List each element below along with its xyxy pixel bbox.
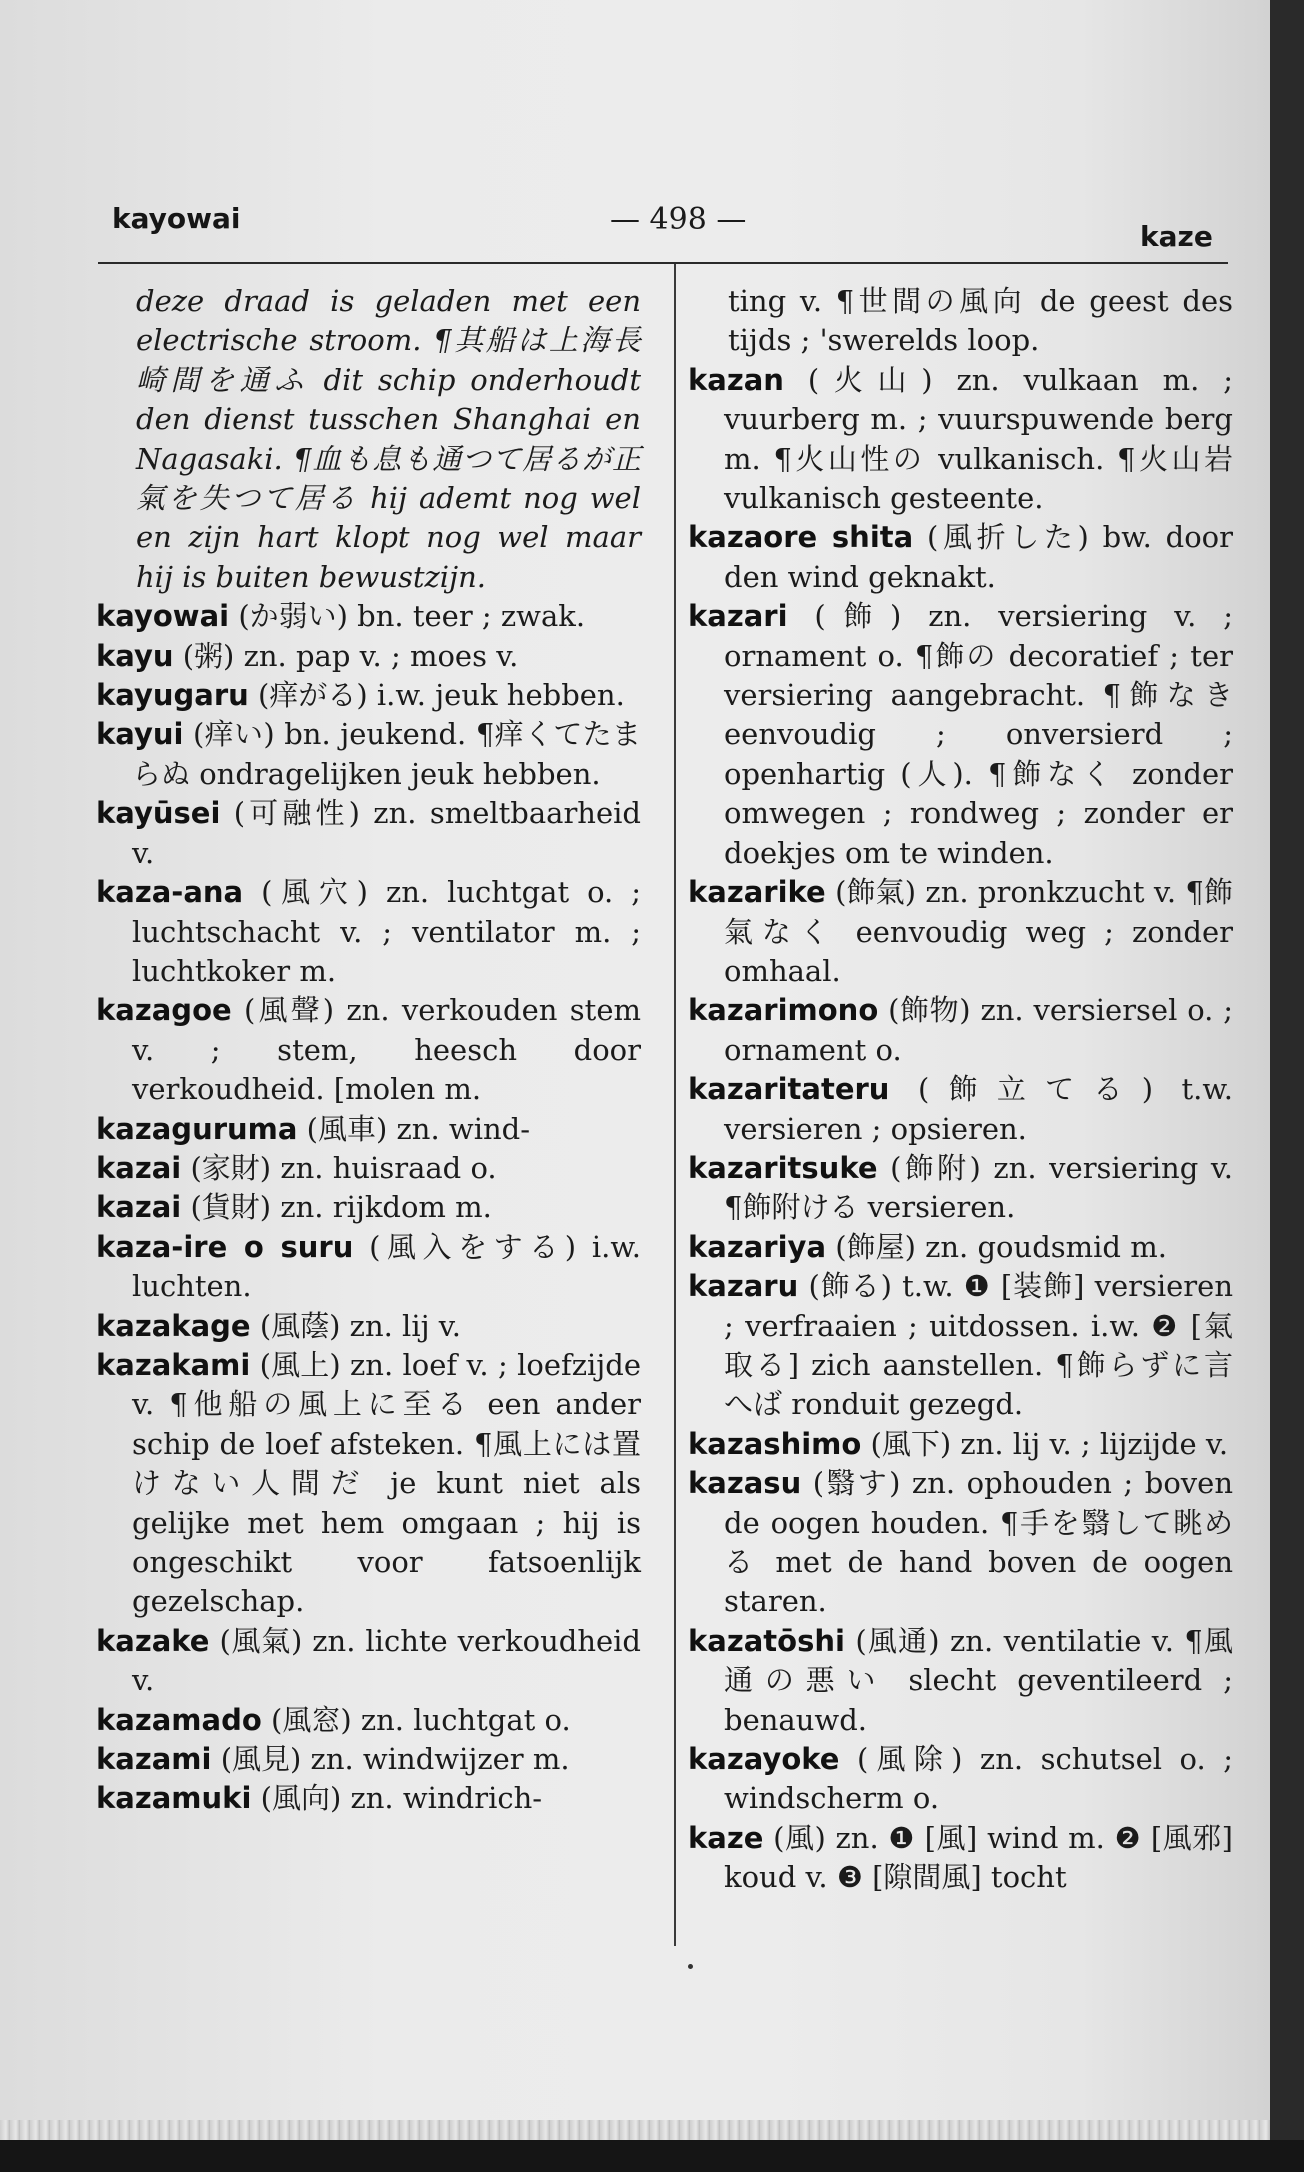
dictionary-entry <box>96 715 641 794</box>
entry-definition: (痒がる) i.w. jeuk hebben. <box>258 678 625 713</box>
entry-definition: (風) zn. ❶ [風] wind m. ❷ [風邪] koud v. ❸ [隙間風] tocht <box>724 1820 1233 1895</box>
entry-definition: (風聲) zn. verkouden stem v. ; stem, heesch door verkoudheid. [molen m. <box>132 993 641 1107</box>
dictionary-entry <box>688 1228 1233 1267</box>
headword: kazami <box>96 1742 212 1777</box>
right-column <box>688 282 1233 1898</box>
headword: kazaguruma <box>96 1111 298 1146</box>
headword: kayui <box>96 717 184 752</box>
dictionary-entry <box>688 873 1233 991</box>
headword: kaza-ire o suru <box>96 1229 354 1264</box>
dictionary-entry <box>96 637 641 676</box>
headword: kazamuki <box>96 1781 252 1816</box>
entry-definition: (風氣) zn. lichte verkoudheid v. <box>132 1623 642 1698</box>
dictionary-entry <box>96 1307 641 1346</box>
entry-definition: (風窓) zn. luchtgat o. <box>271 1702 571 1737</box>
entry-definition: (飾附) zn. versiering v. ¶飾附ける versieren. <box>724 1150 1234 1225</box>
headword: kazayoke <box>688 1742 840 1777</box>
entry-definition: (痒い) bn. jeukend. ¶痒くてたまらぬ ondragelijken jeuk hebben. <box>132 717 642 791</box>
dictionary-entry <box>688 1622 1233 1740</box>
headword: kazaore shita <box>688 520 914 555</box>
page-edge <box>0 2120 1270 2140</box>
page-number: — 498 — <box>610 202 747 237</box>
headword: kazaru <box>688 1269 799 1304</box>
print-dot <box>688 1964 693 1969</box>
dictionary-entry <box>96 1740 641 1779</box>
column-divider <box>674 264 676 1946</box>
entry-definition: (家財) zn. huisraad o. <box>190 1150 497 1185</box>
dictionary-entry <box>96 676 641 715</box>
entry-definition: (飾屋) zn. goudsmid m. <box>835 1229 1167 1264</box>
dictionary-entry <box>96 794 641 873</box>
book-background <box>0 2140 1304 2172</box>
dictionary-entry <box>688 1819 1233 1898</box>
entry-definition: (飾) zn. versiering v. ; ornament o. ¶飾の decoratief ; ter versiering aangebracht. ¶飾なき eenvoudig ; onversierd ; openhartig (人). ¶飾なく zonder omwegen ; rondweg ; zonder er doekjes om te winden. <box>724 599 1234 870</box>
dictionary-entry <box>96 1110 641 1149</box>
entry-definition: (風穴) zn. luchtgat o. ; luchtschacht v. ; ventilator m. ; luchtkoker m. <box>132 875 641 988</box>
entry-definition: (飾物) zn. versiersel o. ; ornament o. <box>724 993 1233 1067</box>
headword: kazaritateru <box>688 1072 890 1107</box>
dictionary-entry <box>688 361 1233 519</box>
headword: kazashimo <box>688 1426 862 1461</box>
dictionary-entry <box>688 1740 1233 1819</box>
headword: kazaritsuke <box>688 1150 878 1185</box>
headword: kayūsei <box>96 796 221 831</box>
headword: kazasu <box>688 1466 802 1501</box>
headword: kazakage <box>96 1308 251 1343</box>
headword: kaze <box>688 1820 764 1855</box>
entry-definition: (火山) zn. vulkaan m. ; vuurberg m. ; vuurspuwende berg m. ¶火山性の vulkanisch. ¶火山岩 vulkanisch gesteente. <box>724 362 1233 516</box>
dictionary-entry <box>688 518 1233 597</box>
headword: kazagoe <box>96 993 232 1028</box>
entry-definition: (風上) zn. loef v. ; loefzijde v. ¶他船の風上に至る een ander schip de loef afsteken. ¶風上には置けない人間だ je kunt niet als gelijke met hem omgaan ; hij is ongeschikt voor fatsoenlijk gezelschap. <box>132 1347 642 1619</box>
dictionary-entry <box>688 597 1233 873</box>
headword: kazariya <box>688 1229 827 1264</box>
entry-definition: (翳す) zn. ophouden ; boven de oogen houden. ¶手を翳して眺める met de hand boven de oogen staren. <box>724 1466 1233 1619</box>
headword: kazai <box>96 1150 182 1185</box>
dictionary-entry <box>688 1149 1233 1228</box>
dictionary-entry <box>688 282 1233 361</box>
headword: kazai <box>96 1190 182 1225</box>
entry-definition: ting v. ¶世間の風向 de geest des tijds ; 'swerelds loop. <box>728 284 1233 358</box>
headword: kayugaru <box>96 678 249 713</box>
dictionary-entry <box>96 1346 641 1622</box>
dictionary-entry <box>688 1425 1233 1464</box>
dictionary-entry <box>96 991 641 1109</box>
entry-definition: (風入をする) i.w. luchten. <box>132 1229 641 1304</box>
entry-definition: (風折した) bw. door den wind geknakt. <box>724 520 1233 594</box>
entry-definition: deze draad is geladen met een electrische stroom. ¶其船は上海長崎間を通ふ dit schip onderhoudt den dienst tusschen Shanghai en Nagasaki. ¶血も息も通つて居るが正氣を失つて居る hij ademt nog wel en zijn hart klopt nog wel maar hij is buiten bewustzijn. <box>136 284 641 594</box>
dictionary-entry <box>96 1779 641 1818</box>
entry-definition: (風車) zn. wind- <box>306 1111 531 1146</box>
headword: kazan <box>688 362 784 397</box>
dictionary-entry <box>688 1267 1233 1425</box>
right-guide-word: kaze <box>1140 220 1213 253</box>
dictionary-entry <box>96 1188 641 1227</box>
entry-definition: (可融性) zn. smeltbaarheid v. <box>132 796 641 870</box>
headword: kazakami <box>96 1347 251 1382</box>
entry-definition: (粥) zn. pap v. ; moes v. <box>182 638 519 673</box>
dictionary-entry <box>96 873 641 991</box>
entry-definition: (風除) zn. schutsel o. ; windscherm o. <box>724 1742 1233 1816</box>
dictionary-entry <box>688 1464 1233 1622</box>
entry-definition: (飾立てる) t.w. versieren ; opsieren. <box>724 1072 1234 1146</box>
dictionary-entry <box>688 991 1233 1070</box>
dictionary-entry <box>96 282 641 597</box>
headword: kayowai <box>96 599 230 634</box>
entry-definition: (風見) zn. windwijzer m. <box>220 1742 570 1777</box>
headword: kazarimono <box>688 993 879 1028</box>
entry-definition: (風蔭) zn. lij v. <box>259 1308 461 1343</box>
headword: kazamado <box>96 1702 262 1737</box>
entry-definition: (風下) zn. lij v. ; lijzijde v. <box>870 1426 1229 1461</box>
entry-definition: (飾氣) zn. pronkzucht v. ¶飾氣なく eenvoudig weg ; zonder omhaal. <box>724 875 1234 988</box>
running-head <box>0 202 1270 252</box>
left-column <box>96 282 641 1819</box>
dictionary-entry <box>96 1622 641 1701</box>
left-guide-word: kayowai <box>112 202 241 235</box>
headword: kazatōshi <box>688 1623 845 1658</box>
dictionary-entry <box>96 1701 641 1740</box>
headword: kazake <box>96 1623 210 1658</box>
dictionary-entry <box>96 597 641 636</box>
entry-definition: (風通) zn. ventilatie v. ¶風通の悪い slecht geventileerd ; benauwd. <box>724 1623 1234 1737</box>
headword: kaza-ana <box>96 875 244 910</box>
entry-definition: (風向) zn. windrich- <box>260 1781 543 1816</box>
headword: kazarike <box>688 875 826 910</box>
dictionary-entry <box>688 1070 1233 1149</box>
entry-definition: (か弱い) bn. teer ; zwak. <box>238 599 586 634</box>
header-rule <box>98 262 1228 264</box>
entry-definition: (貨財) zn. rijkdom m. <box>190 1190 492 1225</box>
headword: kayu <box>96 638 174 673</box>
dictionary-entry <box>96 1149 641 1188</box>
dictionary-entry <box>96 1228 641 1307</box>
entry-definition: (飾る) t.w. ❶ [装飾] versieren ; verfraaien ; uitdossen. i.w. ❷ [氣取る] zich aanstellen. ¶飾らずに言へば ronduit gezegd. <box>724 1269 1234 1422</box>
headword: kazari <box>688 599 788 634</box>
